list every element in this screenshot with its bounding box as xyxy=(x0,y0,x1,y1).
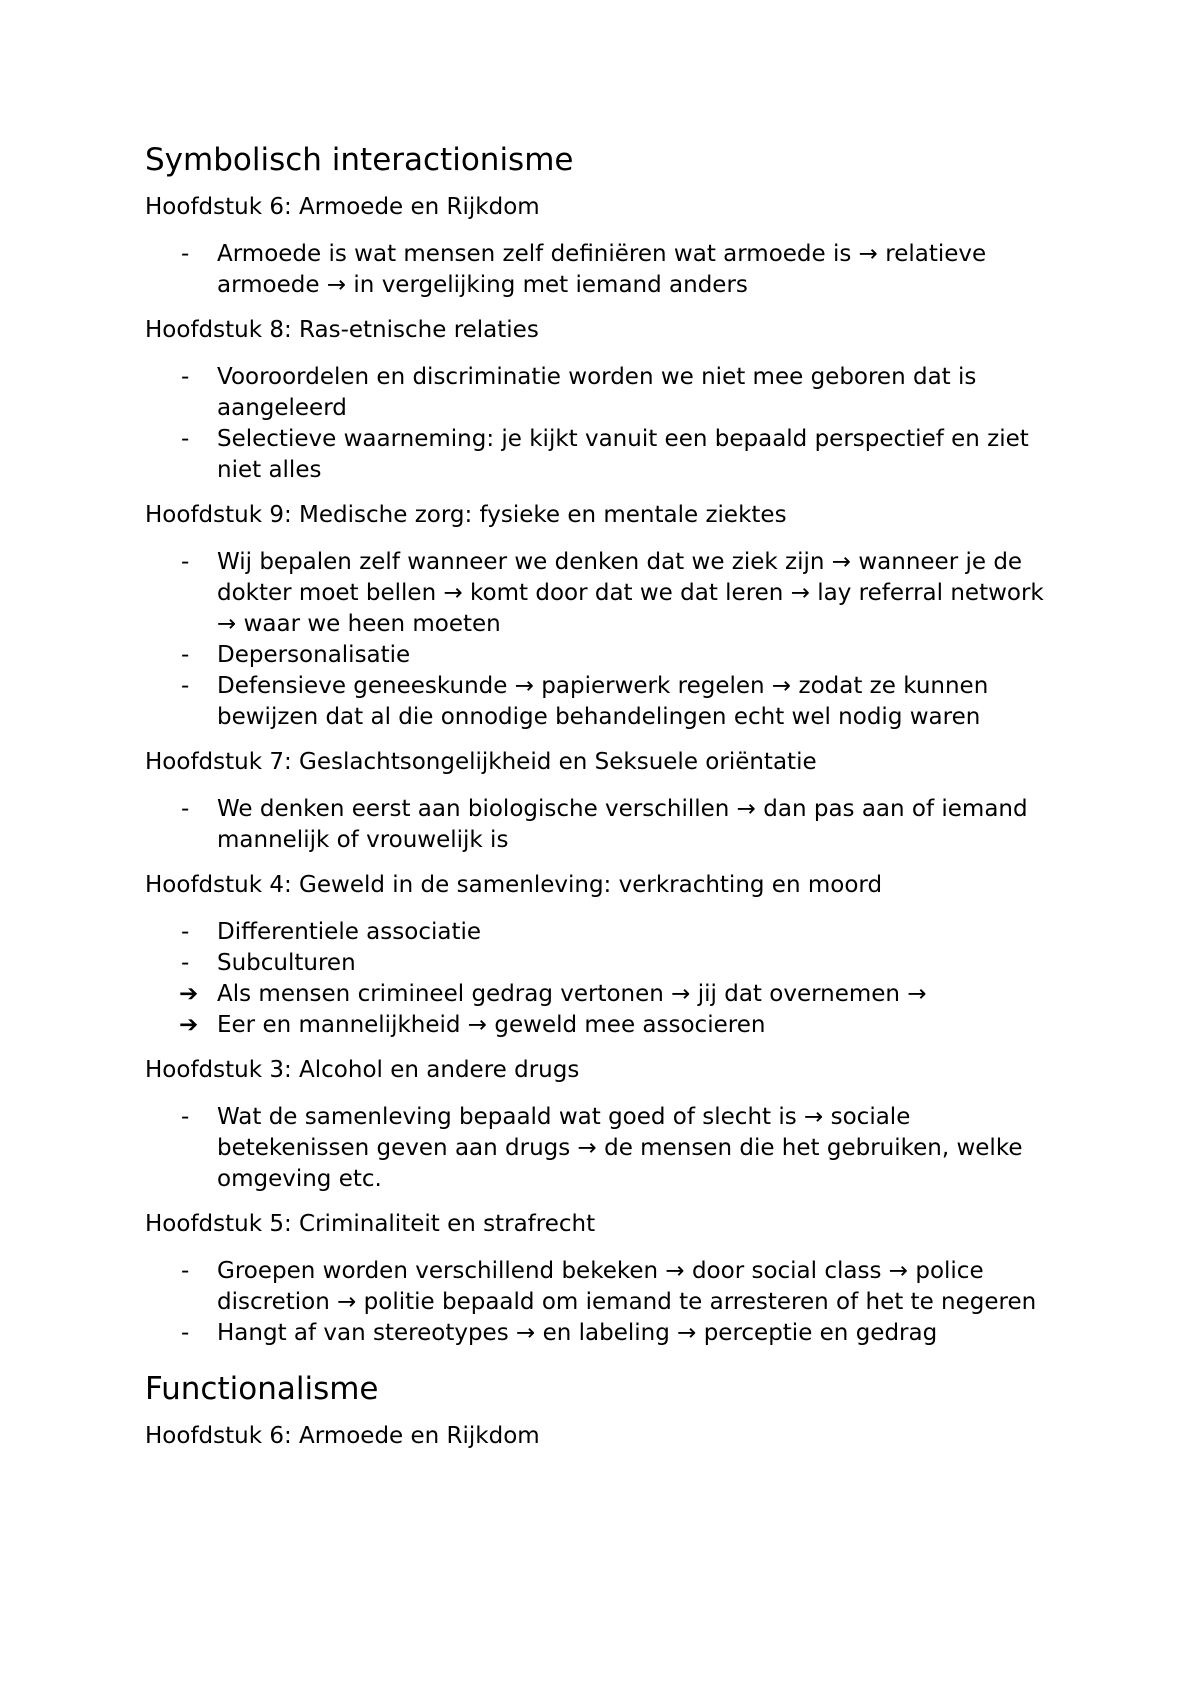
arrow-icon: ➔ xyxy=(179,1012,199,1038)
bullet-list xyxy=(145,239,1065,301)
list-item-text: Hangt af van stereotypes → en labeling → perceptie en gedrag xyxy=(217,1320,938,1346)
list-item xyxy=(145,362,1065,424)
list-item-text: Eer en mannelijkheid → geweld mee associeren xyxy=(217,1012,766,1038)
dash-marker: - xyxy=(181,673,190,699)
section-heading: Symbolisch interactionisme xyxy=(145,142,574,178)
list-item xyxy=(145,1010,1065,1041)
dash-marker: - xyxy=(181,642,190,668)
list-item xyxy=(145,671,1065,733)
list-item xyxy=(145,424,1065,486)
document-content xyxy=(145,140,1065,1466)
bullet-list xyxy=(145,1256,1065,1349)
dash-marker: - xyxy=(181,364,190,390)
list-item-text: Vooroordelen en discriminatie worden we niet mee geboren dat is aangeleerd xyxy=(217,364,977,421)
dash-marker: - xyxy=(181,426,190,452)
chapter-title: Hoofdstuk 4: Geweld in de samenleving: verkrachting en moord xyxy=(145,872,883,898)
list-item xyxy=(145,979,1065,1010)
list-item-text: Wat de samenleving bepaald wat goed of slecht is → sociale betekenissen geven aan drugs → de mensen die het gebruiken, welke omgeving etc. xyxy=(217,1104,1023,1192)
list-item xyxy=(145,640,1065,671)
dash-marker: - xyxy=(181,950,190,976)
chapter-block xyxy=(145,1209,1065,1349)
list-item-text: We denken eerst aan biologische verschillen → dan pas aan of iemand mannelijk of vrouwelijk is xyxy=(217,796,1028,853)
list-item xyxy=(145,794,1065,856)
list-item xyxy=(145,1318,1065,1349)
bullet-list xyxy=(145,794,1065,856)
chapter-title: Hoofdstuk 7: Geslachtsongelijkheid en Seksuele oriëntatie xyxy=(145,749,817,775)
list-item xyxy=(145,917,1065,948)
chapter-block xyxy=(145,192,1065,301)
dash-marker: - xyxy=(181,549,190,575)
list-item-text: Differentiele associatie xyxy=(217,919,482,945)
bullet-list xyxy=(145,547,1065,733)
list-item xyxy=(145,547,1065,640)
arrow-icon: ➔ xyxy=(179,981,199,1007)
list-item-text: Defensieve geneeskunde → papierwerk regelen → zodat ze kunnen bewijzen dat al die onnodige behandelingen echt wel nodig waren xyxy=(217,673,989,730)
list-item xyxy=(145,948,1065,979)
section-heading: Functionalisme xyxy=(145,1371,379,1407)
list-item-text: Wij bepalen zelf wanneer we denken dat we ziek zijn → wanneer je de dokter moet bellen → komt door dat we dat leren → lay referral network → waar we heen moeten xyxy=(217,549,1044,637)
list-item-text: Depersonalisatie xyxy=(217,642,411,668)
list-item xyxy=(145,239,1065,301)
chapter-title: Hoofdstuk 5: Criminaliteit en strafrecht xyxy=(145,1211,596,1237)
chapter-title: Hoofdstuk 3: Alcohol en andere drugs xyxy=(145,1057,580,1083)
dash-marker: - xyxy=(181,796,190,822)
chapter-block xyxy=(145,1055,1065,1195)
list-item-text: Als mensen crimineel gedrag vertonen → jij dat overnemen → xyxy=(217,981,927,1007)
chapter-block xyxy=(145,747,1065,856)
list-item-text: Selectieve waarneming: je kijkt vanuit een bepaald perspectief en ziet niet alles xyxy=(217,426,1029,483)
bullet-list xyxy=(145,1102,1065,1195)
dash-marker: - xyxy=(181,1104,190,1130)
chapter-block xyxy=(145,870,1065,1041)
list-item xyxy=(145,1102,1065,1195)
chapter-block xyxy=(145,315,1065,486)
chapter-title: Hoofdstuk 9: Medische zorg: fysieke en mentale ziektes xyxy=(145,502,787,528)
dash-marker: - xyxy=(181,1258,190,1284)
list-item xyxy=(145,1256,1065,1318)
list-item-text: Subculturen xyxy=(217,950,356,976)
bullet-list xyxy=(145,917,1065,1041)
chapter-block xyxy=(145,1421,1065,1452)
dash-marker: - xyxy=(181,1320,190,1346)
list-item-text: Armoede is wat mensen zelf definiëren wat armoede is → relatieve armoede → in vergelijking met iemand anders xyxy=(217,241,987,298)
bullet-list xyxy=(145,362,1065,486)
chapter-title: Hoofdstuk 6: Armoede en Rijkdom xyxy=(145,194,540,220)
chapter-title: Hoofdstuk 8: Ras-etnische relaties xyxy=(145,317,539,343)
chapter-block xyxy=(145,500,1065,733)
dash-marker: - xyxy=(181,241,190,267)
list-item-text: Groepen worden verschillend bekeken → door social class → police discretion → politie bepaald om iemand te arresteren of het te negeren xyxy=(217,1258,1037,1315)
chapter-title: Hoofdstuk 6: Armoede en Rijkdom xyxy=(145,1423,540,1449)
dash-marker: - xyxy=(181,919,190,945)
